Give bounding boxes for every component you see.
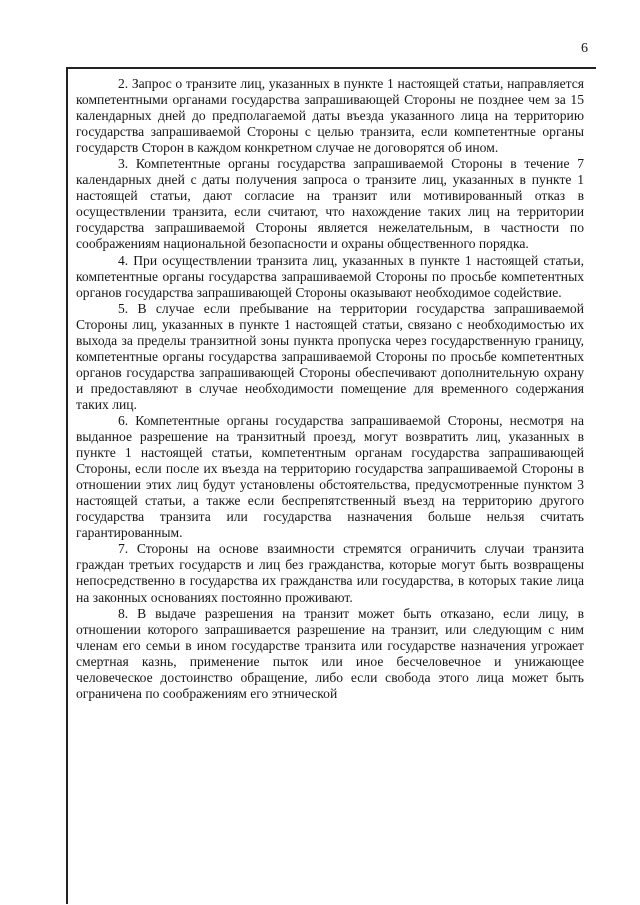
paragraph-6: 6. Компетентные органы государства запрашиваемой Стороны, несмотря на выданное разрешение на транзитный проезд, могут возвратить лиц, указанных в пункте 1 настоящей статьи, компетентным органам государства запрашивающей Стороны, если после их въезда на территорию государства запрашиваемой Стороны в отношении этих лиц будут установлены обстоятельства, предусмотренные пунктом 3 настоящей статьи, а также если беспрепятственный въезд на территорию другого государства транзита или государства назначения больше нельзя считать гарантированным.	[76, 412, 584, 541]
paragraph-7: 7. Стороны на основе взаимности стремятся ограничить случаи транзита граждан третьих государств и лиц без гражданства, которые могут быть возвращены непосредственно в государства их гражданства или государства, в которых такие лица на законных основаниях постоянно проживают.	[76, 541, 584, 605]
page-number: 6	[581, 41, 588, 56]
paragraph-5: 5. В случае если пребывание на территории государства запрашиваемой Стороны лиц, указанных в пункте 1 настоящей статьи, связано с необходимостью их выхода за пределы транзитной зоны пункта пропуска через государственную границу, компетентные органы государства запрашиваемой Стороны по просьбе компетентных органов государства запрашивающей Стороны обеспечивают дополнительную охрану и предоставляют в случае необходимости помещение для временного содержания таких лиц.	[76, 300, 584, 412]
paragraph-3: 3. Компетентные органы государства запрашиваемой Стороны в течение 7 календарных дней с даты получения запроса о транзите лиц, указанных в пункте 1 настоящей статьи, дают согласие на транзит или мотивированный отказ в осуществлении транзита, если считают, что нахождение таких лиц на территории государства запрашиваемой Стороны является нежелательным, в частности по соображениям национальной безопасности и охраны общественного порядка.	[76, 156, 584, 252]
document-body	[76, 76, 584, 702]
paragraph-8: 8. В выдаче разрешения на транзит может быть отказано, если лицу, в отношении которого запрашивается разрешение на транзит, или следующим с ним членам его семьи в ином государстве транзита или государстве назначения угрожает смертная казнь, применение пыток или иное бесчеловечное и унижающее человеческое достоинство обращение, либо если свобода этого лица может быть ограничена по соображениям его этнической	[76, 605, 584, 701]
paragraph-2: 2. Запрос о транзите лиц, указанных в пункте 1 настоящей статьи, направляется компетентными органами государства запрашивающей Стороны не позднее чем за 15 календарных дней до предполагаемой даты въезда указанного лица на территорию государства запрашиваемой Стороны с целью транзита, если компетентные органы государств Сторон в каждом конкретном случае не договорятся об ином.	[76, 76, 584, 156]
paragraph-4: 4. При осуществлении транзита лиц, указанных в пункте 1 настоящей статьи, компетентные органы государства запрашиваемой Стороны по просьбе компетентных органов государства запрашивающей Стороны оказывают необходимое содействие.	[76, 252, 584, 300]
